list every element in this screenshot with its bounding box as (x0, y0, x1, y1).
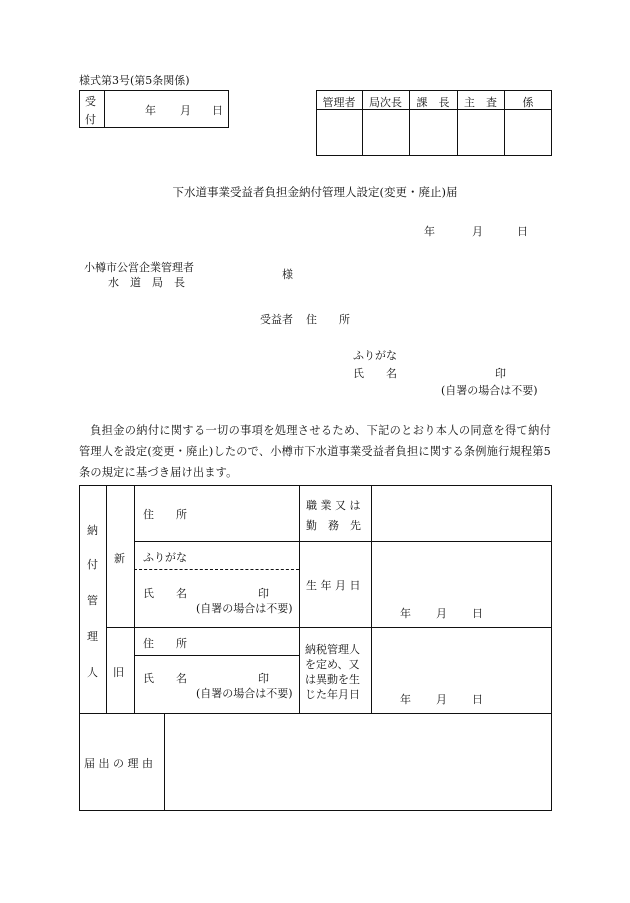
new-furigana-label: ふりがな (143, 551, 187, 564)
old-label: 旧 (113, 666, 124, 679)
approval-header-deputy: 局次長 (369, 96, 402, 109)
birthdate-day: 日 (472, 607, 483, 620)
table-left-label-3: 管 (87, 594, 98, 607)
birthdate-month: 月 (436, 607, 447, 620)
applicant-seal: 印 (495, 367, 506, 380)
approval-header-manager: 管理者 (322, 96, 356, 109)
table-left-label-2: 付 (87, 558, 98, 571)
date-month: 月 (472, 225, 483, 238)
occupation-label-2: 勤 務 先 (306, 519, 361, 532)
receipt-day: 日 (212, 104, 223, 117)
date-year: 年 (424, 225, 435, 238)
applicant-name-label: 氏 名 (353, 367, 397, 380)
receipt-label-2: 付 (85, 113, 96, 126)
old-address-label: 住 所 (143, 637, 187, 650)
birthdate-label: 生 年 月 日 (306, 579, 361, 592)
old-seal-note: (自署の場合は不要) (196, 687, 293, 700)
applicant-role: 受益者 (260, 313, 293, 326)
approval-header-staff: 係 (522, 96, 534, 109)
applicant-seal-note: (自署の場合は不要) (441, 384, 538, 397)
applicant-address-label: 住 所 (306, 313, 350, 326)
change-day: 日 (472, 693, 483, 706)
receipt-year: 年 (145, 104, 156, 117)
change-label-line-4: じた年月日 (305, 688, 360, 701)
reason-label: 届 出 の 理 由 (84, 757, 153, 770)
change-label (305, 642, 360, 702)
change-label-line-3: は異動を生 (305, 673, 360, 686)
table-left-label-4: 理 (87, 630, 98, 643)
birthdate-year: 年 (400, 607, 411, 620)
new-label: 新 (114, 552, 125, 565)
change-year: 年 (400, 693, 411, 706)
change-month: 月 (436, 693, 447, 706)
body-paragraph (79, 420, 551, 483)
occupation-label-1: 職 業 又 は (306, 499, 361, 512)
receipt-month: 月 (180, 104, 191, 117)
approval-header-supervisor: 主 査 (464, 96, 497, 109)
date-day: 日 (517, 225, 528, 238)
approval-header-section-chief: 課 長 (416, 96, 450, 109)
addressee-line-2: 水 道 局 長 (108, 276, 185, 289)
new-address-label: 住 所 (143, 508, 187, 521)
applicant-furigana-label: ふりがな (353, 349, 397, 362)
addressee-honorific: 様 (282, 268, 293, 281)
change-label-line-1: 納税管理人 (305, 643, 360, 656)
change-label-line-2: を定め、又 (305, 658, 360, 671)
new-seal: 印 (258, 587, 269, 600)
old-seal: 印 (258, 672, 269, 685)
table-left-label-5: 人 (87, 666, 98, 679)
table-left-label-1: 納 (87, 524, 98, 537)
old-name-label: 氏 名 (143, 672, 187, 685)
addressee-line-1: 小樽市公営企業管理者 (84, 261, 194, 274)
body-text: 負担金の納付に関する一切の事項を処理させるため、下記のとおり本人の同意を得て納付管理人を設定(変更・廃止)したので、小樽市下水道事業受益者負担に関する条例施行規程第5条の規定に基づき届け出ます。 (79, 424, 551, 479)
new-seal-note: (自署の場合は不要) (196, 602, 293, 615)
new-name-label: 氏 名 (143, 587, 187, 600)
form-title: 下水道事業受益者負担金納付管理人設定(変更・廃止)届 (172, 185, 458, 199)
form-number: 様式第3号(第5条関係) (79, 74, 190, 87)
receipt-label-1: 受 (85, 95, 96, 108)
